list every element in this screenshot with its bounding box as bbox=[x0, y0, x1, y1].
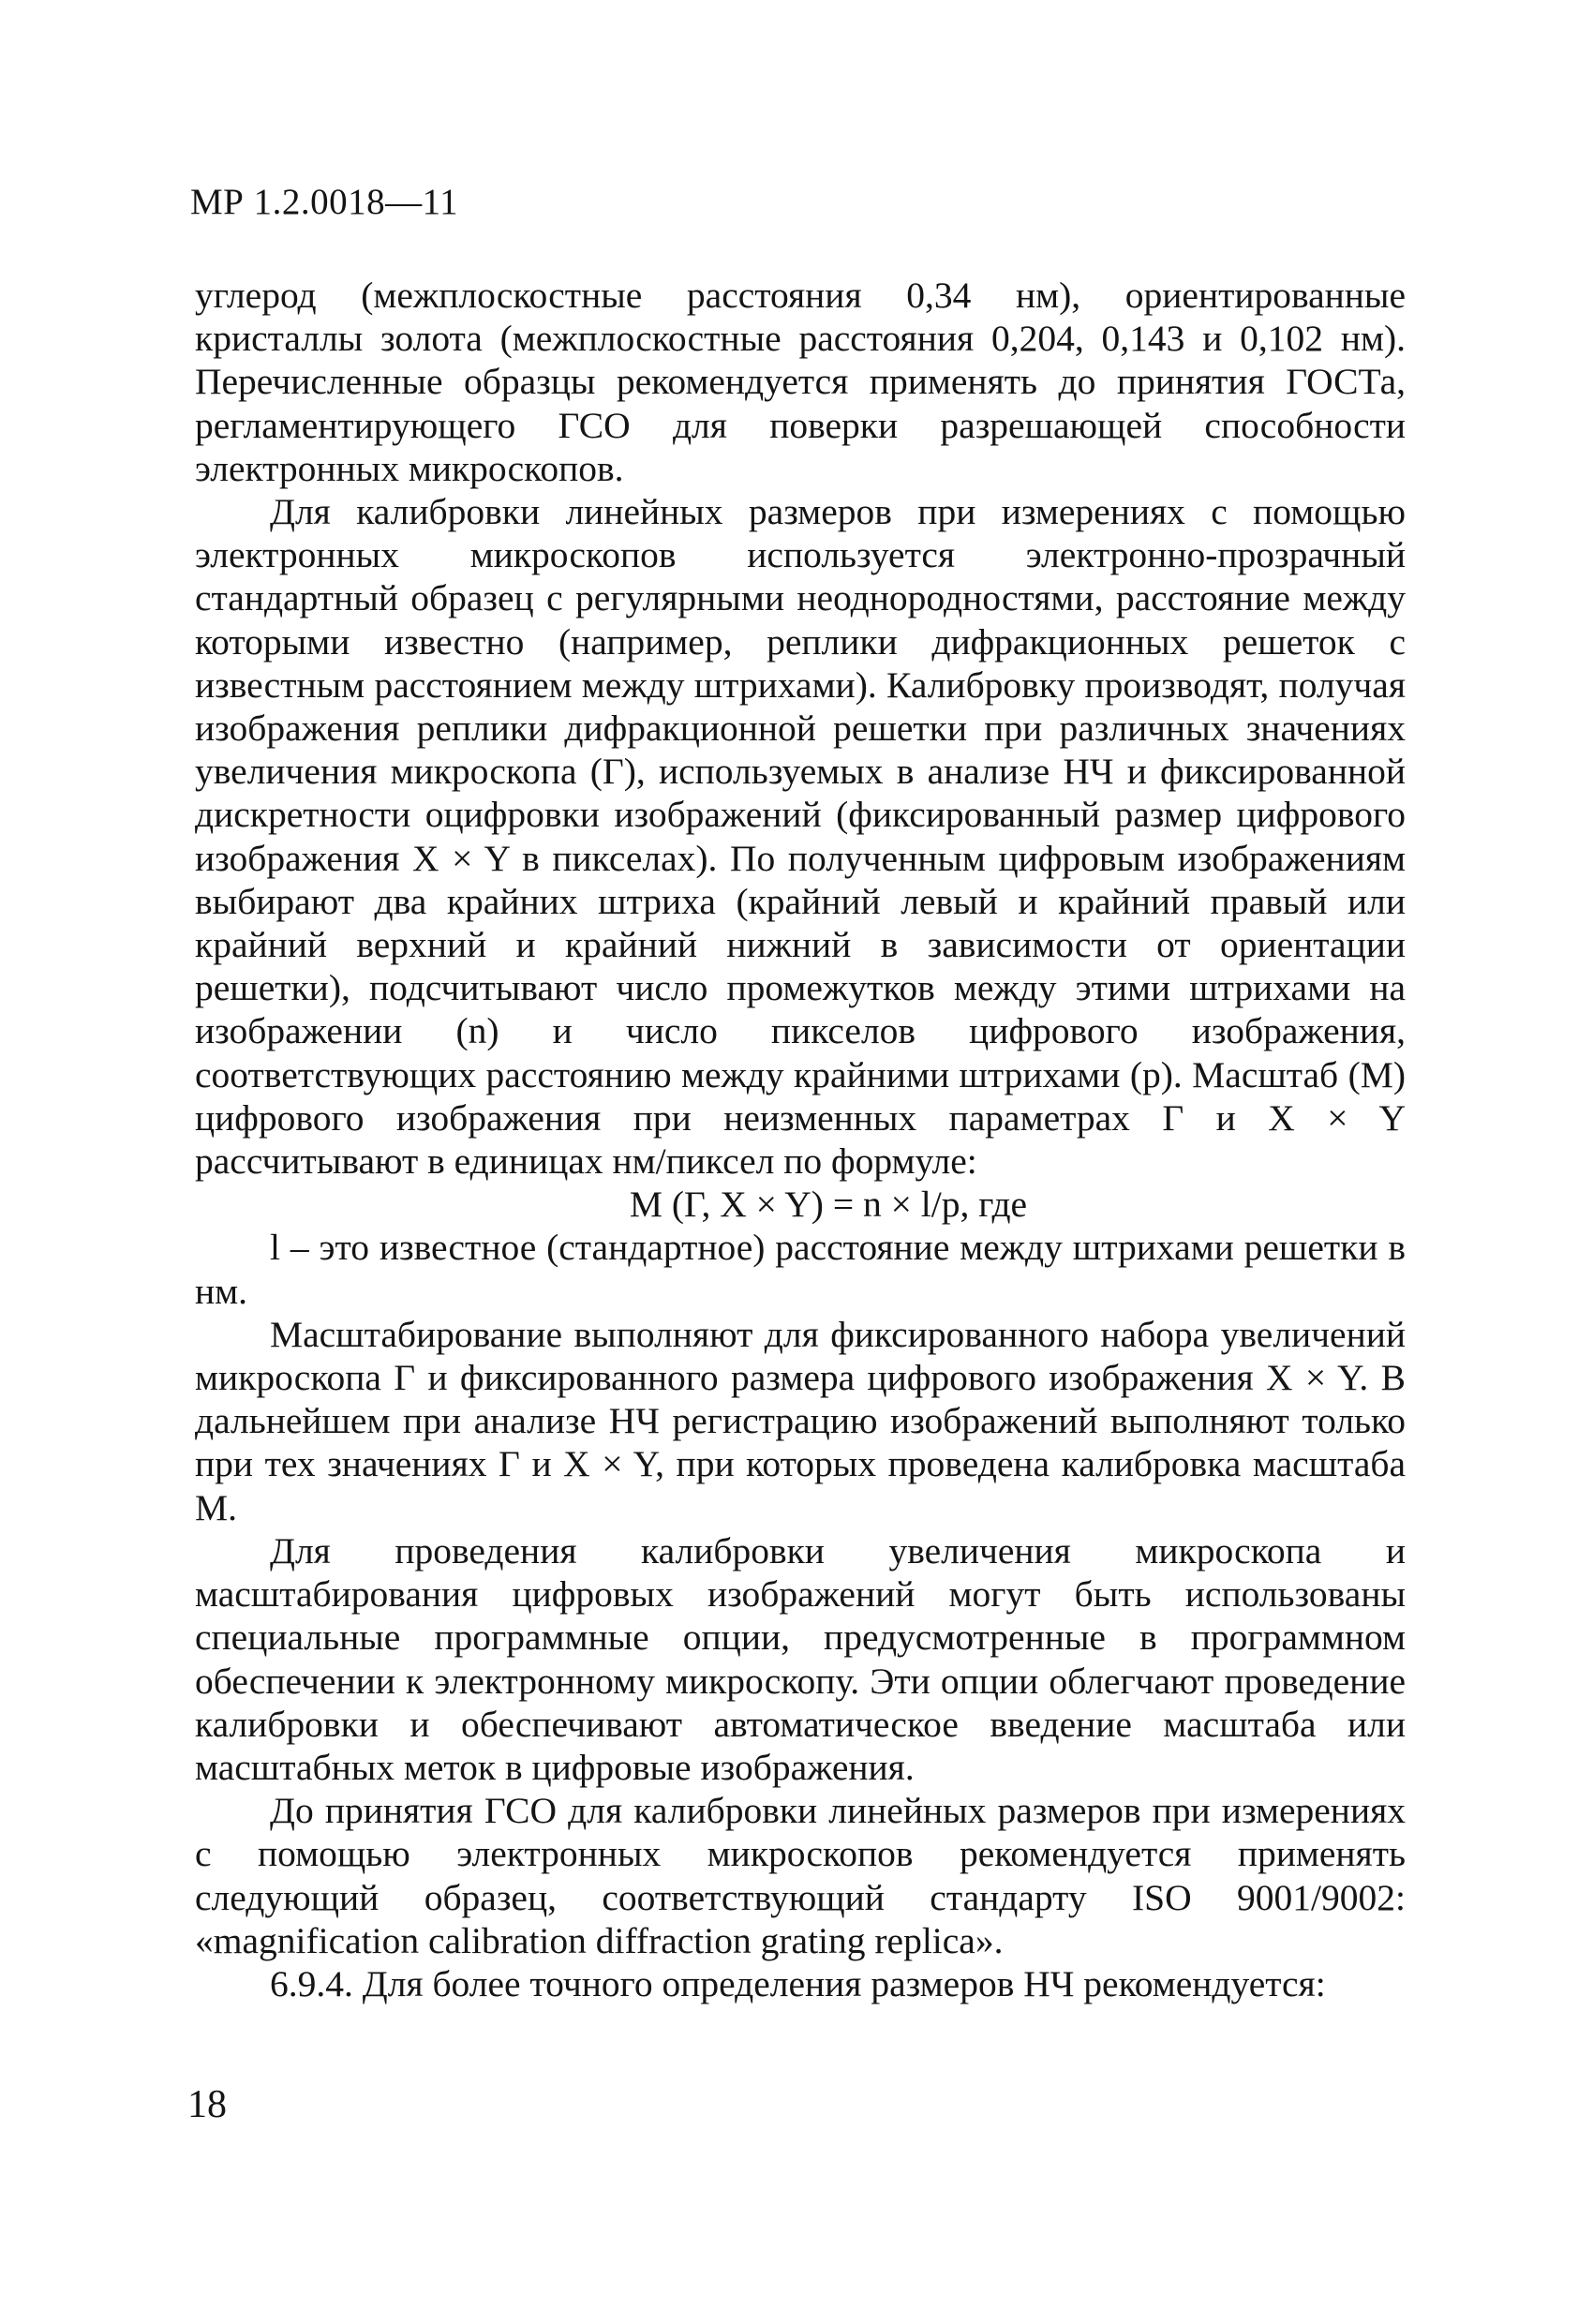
paragraph-scaling: Масштабирование выполняют для фиксированного набора увеличений микроскопа Г и фиксированного размера цифрового изображения X × Y. В дальнейшем при анализе НЧ регистрацию изображений выполняют только при тех значениях Г и X × Y, при которых проведена калибровка масштаба М. bbox=[195, 1313, 1406, 1528]
paragraph-section-6-9-4: 6.9.4. Для более точного определения размеров НЧ рекомендуется: bbox=[270, 1962, 1326, 2004]
document-body bbox=[195, 274, 1406, 2005]
paragraph-reference-samples: углерод (межплоскостные расстояния 0,34 нм), ориентированные кристаллы золота (межплоскостные расстояния 0,204, 0,143 и 0,102 нм). Перечисленные образцы рекомендуется применять до принятия ГОСТа, регламентирующего ГСО для поверки разрешающей способности электронных микроскопов. bbox=[195, 275, 1406, 489]
paragraph-software-options: Для проведения калибровки увеличения микроскопа и масштабирования цифровых изображений могут быть использованы специальные программные опции, предусмотренные в программном обеспечении к электронному микроскопу. Эти опции облегчают проведение калибровки и обеспечивают автоматическое введение масштаба или масштабных меток в цифровые изображения. bbox=[195, 1529, 1406, 1788]
scale-formula: M (Г, X × Y) = n × l/p, где bbox=[629, 1184, 1028, 1226]
page-number: 18 bbox=[187, 2083, 227, 2126]
paragraph-iso-sample: До принятия ГСО для калибровки линейных размеров при измерениях с помощью электронных микроскопов рекомендуется применять следующий образец, соответствующий стандарту ISO 9001/9002: «magnification calibration diffraction grating replica». bbox=[195, 1790, 1406, 1961]
paragraph-formula-definition: l – это известное (стандартное) расстояние между штрихами решетки в нм. bbox=[195, 1227, 1406, 1312]
paragraph-calibration-method: Для калибровки линейных размеров при измерениях с помощью электронных микроскопов используется электронно-прозрачный стандартный образец с регулярными неоднородностями, расстояние между которыми известно (например, реплики дифракционных решеток с известным расстоянием между штрихами). Калибровку производят, получая изображения реплики дифракционной решетки при различных значениях увеличения микроскопа (Г), используемых в анализе НЧ и фиксированной дискретности оцифровки изображений (фиксированный размер цифрового изображения X × Y в пикселах). По полученным цифровым изображениям выбирают два крайних штриха (крайний левый и крайний правый или крайний верхний и крайний нижний в зависимости от ориентации решетки), подсчитывают число промежутков между этими штрихами на изображении (n) и число пикселов цифрового изображения, соответствующих расстоянию между крайними штрихами (p). Масштаб (М) цифрового изображения при неизменных параметрах Г и X × Y рассчитывают в единицах нм/пиксел по формуле: bbox=[195, 491, 1406, 1183]
document-code-header: МР 1.2.0018—11 bbox=[190, 182, 459, 222]
